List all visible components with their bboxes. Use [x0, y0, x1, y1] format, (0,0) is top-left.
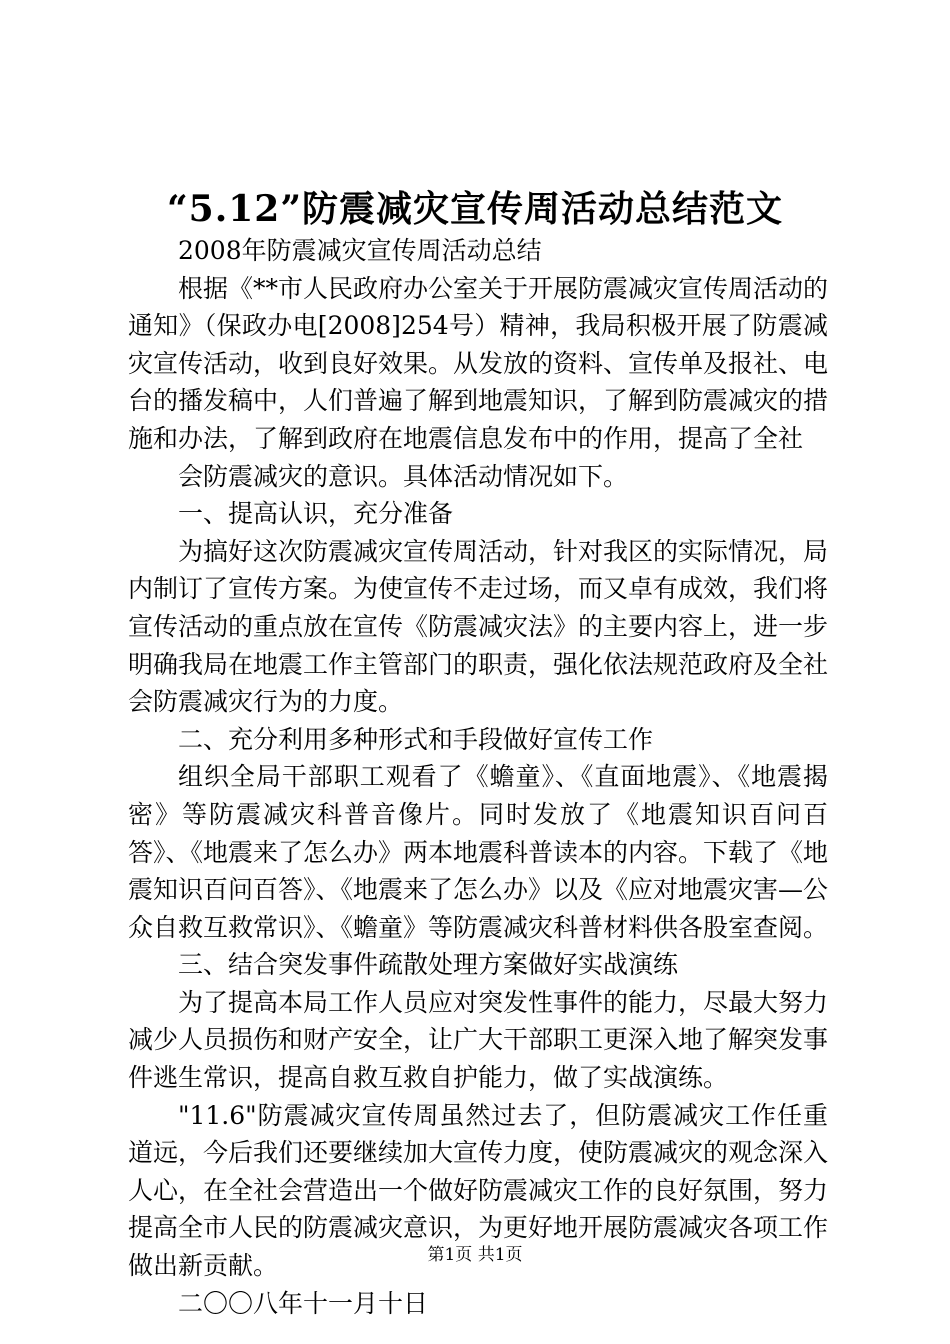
page-indicator: 第1页 共1页	[427, 1245, 523, 1265]
document-title: “5.12”防震减灾宣传周活动总结范文	[166, 188, 784, 230]
paragraph-section-1: 为搞好这次防震减灾宣传周活动，针对我区的实际情况，局内制订了宣传方案。为使宣传不走过场，而又卓有成效，我们将宣传活动的重点放在宣传《防震减灾法》的主要内容上，进一步明确我局在地震工作主管部门的职责，强化依法规范政府及全社会防震减灾行为的力度。	[128, 536, 829, 717]
document-date: 二〇〇八年十一月十日	[178, 1288, 429, 1318]
paragraph-conclusion: "11.6"防震减灾宣传周虽然过去了，但防震减灾工作任重道远，今后我们还要继续加大宣传力度，使防震减灾的观念深入人心，在全社会营造出一个做好防震减灾工作的良好氛围，努力提高全市人民的防震减灾意识，为更好地开展防震减灾各项工作做出新贡献。	[128, 1100, 829, 1281]
paragraph-intro: 根据《**市人民政府办公室关于开展防震减灾宣传周活动的通知》（保政办电[2008]254号）精神，我局积极开展了防震减灾宣传活动，收到良好效果。从发放的资料、宣传单及报社、电台的播发稿中，人们普遍了解到地震知识，了解到防震减灾的措施和办法，了解到政府在地震信息发布中的作用，提高了全社	[128, 273, 829, 453]
section-heading-2: 二、充分利用多种形式和手段做好宣传工作	[178, 724, 654, 754]
section-heading-3: 三、结合突发事件疏散处理方案做好实战演练	[178, 950, 679, 980]
paragraph-intro-continued: 会防震减灾的意识。具体活动情况如下。	[178, 461, 629, 491]
document-subtitle: 2008年防震减灾宣传周活动总结	[178, 236, 542, 265]
section-heading-1: 一、提高认识，充分准备	[178, 499, 454, 529]
paragraph-section-2: 组织全局干部职工观看了《蟾童》、《直面地震》、《地震揭密》等防震减灾科普音像片。同时发放了《地震知识百问百答》、《地震来了怎么办》两本地震科普读本的内容。下载了《地震知识百问百答》、《地震来了怎么办》以及《应对地震灾害—公众自救互救常识》、《蟾童》等防震减灾科普材料供各股室查阅。	[128, 762, 829, 942]
paragraph-section-3: 为了提高本局工作人员应对突发性事件的能力，尽最大努力减少人员损伤和财产安全，让广大干部职工更深入地了解突发事件逃生常识，提高自救互救自护能力，做了实战演练。	[128, 987, 829, 1093]
document-body	[128, 232, 828, 1322]
